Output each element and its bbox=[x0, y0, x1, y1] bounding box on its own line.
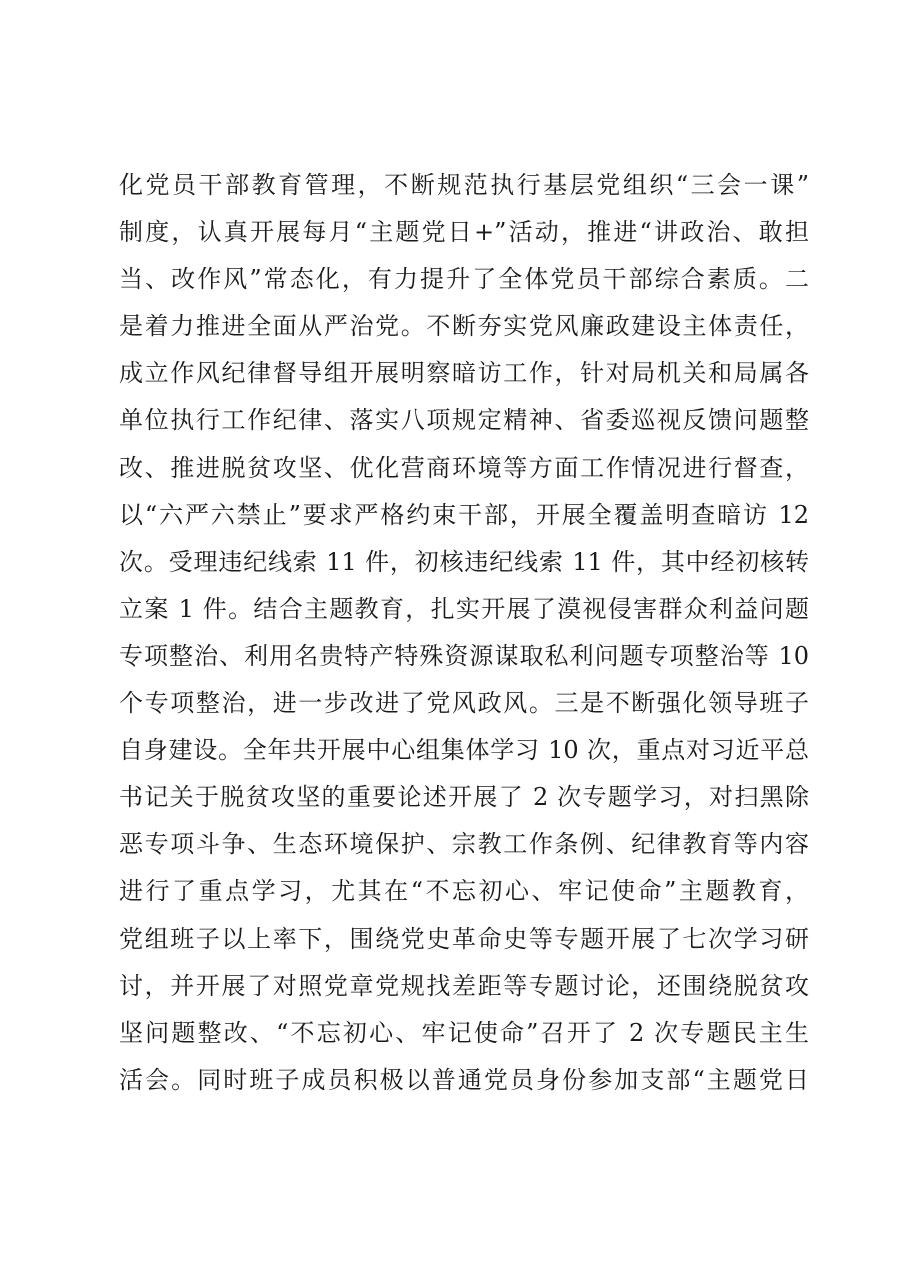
paragraph-line: 进行了重点学习，尤其在“不忘初心、牢记使命”主题教育， bbox=[119, 877, 809, 906]
paragraph-line: 当、改作风”常态化，有力提升了全体党员干部综合素质。二 bbox=[119, 265, 809, 294]
paragraph-line: 改、推进脱贫攻坚、优化营商环境等方面工作情况进行督查， bbox=[119, 453, 809, 482]
paragraph-line: 次。受理违纪线索 11 件，初核违纪线索 11 件，其中经初核转 bbox=[119, 547, 809, 576]
paragraph-line: 书记关于脱贫攻坚的重要论述开展了 2 次专题学习，对扫黑除 bbox=[119, 783, 809, 812]
paragraph-line: 自身建设。全年共开展中心组集体学习 10 次，重点对习近平总 bbox=[119, 736, 809, 765]
paragraph-line: 讨，并开展了对照党章党规找差距等专题讨论，还围绕脱贫攻 bbox=[119, 971, 809, 1000]
paragraph-line: 坚问题整改、“不忘初心、牢记使命”召开了 2 次专题民主生 bbox=[119, 1018, 809, 1047]
paragraph-line: 个专项整治，进一步改进了党风政风。三是不断强化领导班子 bbox=[119, 689, 809, 718]
paragraph-line: 是着力推进全面从严治党。不断夯实党风廉政建设主体责任， bbox=[119, 312, 809, 341]
paragraph-line: 成立作风纪律督导组开展明察暗访工作，针对局机关和局属各 bbox=[119, 359, 809, 388]
paragraph-line: 立案 1 件。结合主题教育，扎实开展了漠视侵害群众利益问题 bbox=[119, 594, 809, 623]
paragraph-line: 专项整治、利用名贵特产特殊资源谋取私利问题专项整治等 10 bbox=[119, 641, 809, 670]
paragraph-line: 单位执行工作纪律、落实八项规定精神、省委巡视反馈问题整 bbox=[119, 406, 809, 435]
paragraph-line: 化党员干部教育管理，不断规范执行基层党组织“三会一课” bbox=[119, 171, 809, 199]
paragraph-line: 活会。同时班子成员积极以普通党员身份参加支部“主题党日 bbox=[119, 1065, 809, 1094]
paragraph-line: 以“六严六禁止”要求严格约束干部，开展全覆盖明查暗访 12 bbox=[119, 500, 809, 529]
paragraph-line: 制度，认真开展每月“主题党日+”活动，推进“讲政治、敢担 bbox=[119, 218, 809, 247]
body-paragraph bbox=[119, 162, 809, 1104]
paragraph-line: 党组班子以上率下，围绕党史革命史等专题开展了七次学习研 bbox=[119, 924, 809, 953]
paragraph-line: 恶专项斗争、生态环境保护、宗教工作条例、纪律教育等内容 bbox=[119, 830, 809, 859]
